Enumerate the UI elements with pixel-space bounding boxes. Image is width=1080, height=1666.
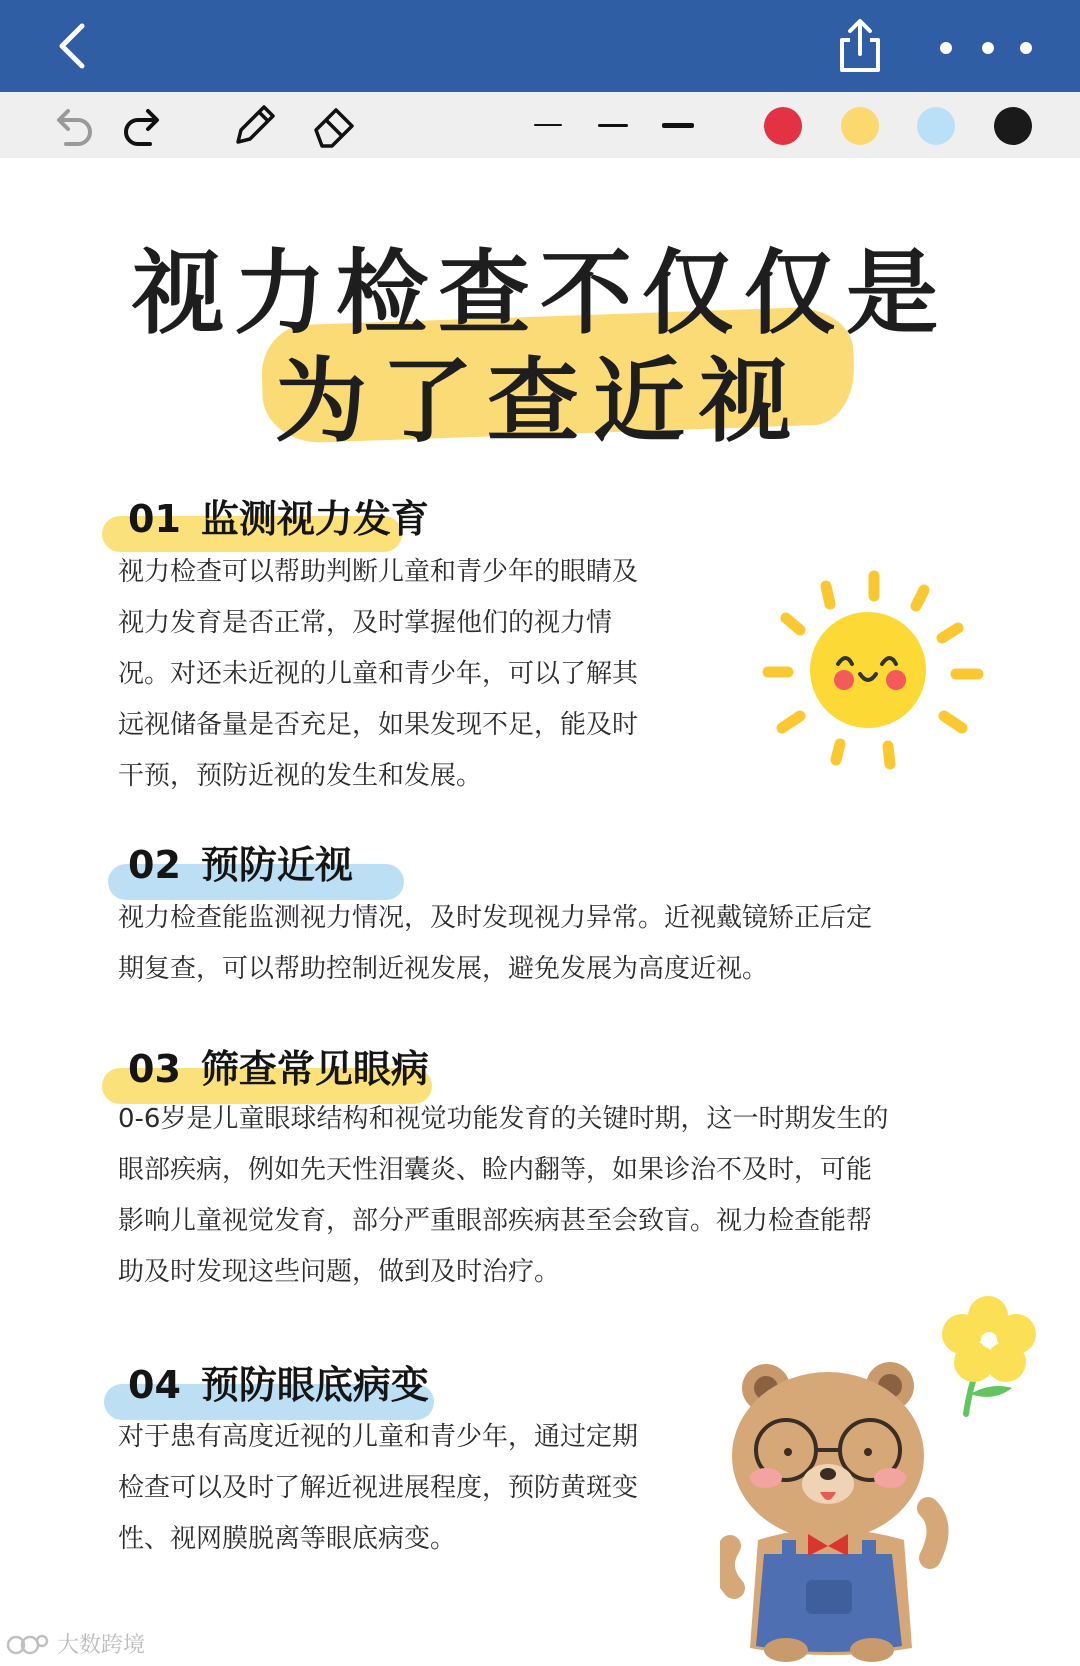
section-title: 监测视力发育 (200, 497, 429, 541)
page-title-line1: 视力检查不仅仅是 (131, 240, 948, 347)
watermark-text: 大数跨境 (57, 1633, 146, 1658)
paragraph-line: 检查可以及时了解近视进展程度，预防黄斑变 (118, 1473, 639, 1503)
section-title: 预防近视 (200, 843, 353, 887)
line-width-thin[interactable] (534, 106, 562, 144)
share-button[interactable] (832, 16, 888, 76)
app-bar (0, 0, 1080, 92)
watermark (6, 1628, 146, 1660)
pen-tool-button[interactable] (228, 100, 280, 150)
undo-button[interactable] (46, 100, 98, 150)
eraser-tool-button[interactable] (308, 100, 360, 150)
section-number: 01 (128, 497, 181, 541)
paragraph-line: 视力发育是否正常，及时掌握他们的视力情 (118, 608, 613, 638)
paragraph-line: 视力检查能监测视力情况，及时发现视力异常。近视戴镜矫正后定 (118, 903, 873, 933)
share-upload-icon (832, 16, 888, 76)
color-yellow-swatch[interactable] (841, 107, 879, 145)
section-02-paragraph (118, 893, 872, 995)
line-width-thick[interactable] (662, 106, 694, 144)
paragraph-line: 0-6岁是儿童眼球结构和视觉功能发育的关键时期，这一时期发生的 (118, 1104, 889, 1134)
paragraph-line: 况。对还未近视的儿童和青少年，可以了解其 (118, 659, 639, 689)
paragraph-line: 性、视网膜脱离等眼底病变。 (118, 1524, 457, 1554)
section-01-heading (128, 488, 429, 543)
section-title: 筛查常见眼病 (200, 1047, 429, 1091)
sun-illustration (756, 568, 996, 788)
undo-icon (46, 100, 98, 150)
paragraph-line: 助及时发现这些问题，做到及时治疗。 (118, 1257, 561, 1287)
flower-illustration (936, 1296, 1044, 1422)
bear-illustration (720, 1358, 950, 1664)
redo-icon (118, 100, 170, 150)
color-red-swatch[interactable] (764, 107, 802, 145)
section-03-heading (128, 1038, 429, 1093)
paragraph-line: 视力检查可以帮助判断儿童和青少年的眼睛及 (118, 557, 639, 587)
eraser-icon (308, 100, 360, 150)
section-number: 03 (128, 1047, 181, 1091)
section-number: 04 (128, 1363, 181, 1407)
page-title-line2: 为了查近视 (274, 348, 805, 455)
line-width-medium[interactable] (598, 106, 628, 144)
color-black-swatch[interactable] (994, 107, 1032, 145)
chevron-left-icon (48, 18, 104, 74)
pencil-icon (228, 100, 280, 150)
paragraph-line: 干预，预防近视的发生和发展。 (118, 761, 483, 791)
section-04-paragraph (118, 1412, 638, 1565)
section-number: 02 (128, 843, 181, 887)
paragraph-line: 期复查，可以帮助控制近视发展，避免发展为高度近视。 (118, 954, 769, 984)
section-03-paragraph (118, 1094, 888, 1298)
more-dots-icon (930, 30, 1050, 66)
watermark-logo-icon (6, 1631, 50, 1657)
section-04-heading (128, 1354, 429, 1409)
redo-button[interactable] (118, 100, 170, 150)
back-button[interactable] (48, 18, 104, 74)
paragraph-line: 眼部疾病，例如先天性泪囊炎、睑内翻等，如果诊治不及时，可能 (118, 1155, 873, 1185)
more-options-button[interactable] (930, 30, 1050, 66)
document-canvas (0, 158, 1080, 1666)
section-02-heading (128, 834, 353, 889)
paragraph-line: 影响儿童视觉发育，部分严重眼部疾病甚至会致盲。视力检查能帮 (118, 1206, 873, 1236)
section-title: 预防眼底病变 (200, 1363, 429, 1407)
paragraph-line: 远视储备量是否充足，如果发现不足，能及时 (118, 710, 639, 740)
paragraph-line: 对于患有高度近视的儿童和青少年，通过定期 (118, 1422, 639, 1452)
section-01-paragraph (118, 547, 638, 802)
color-light-blue-swatch[interactable] (917, 107, 955, 145)
